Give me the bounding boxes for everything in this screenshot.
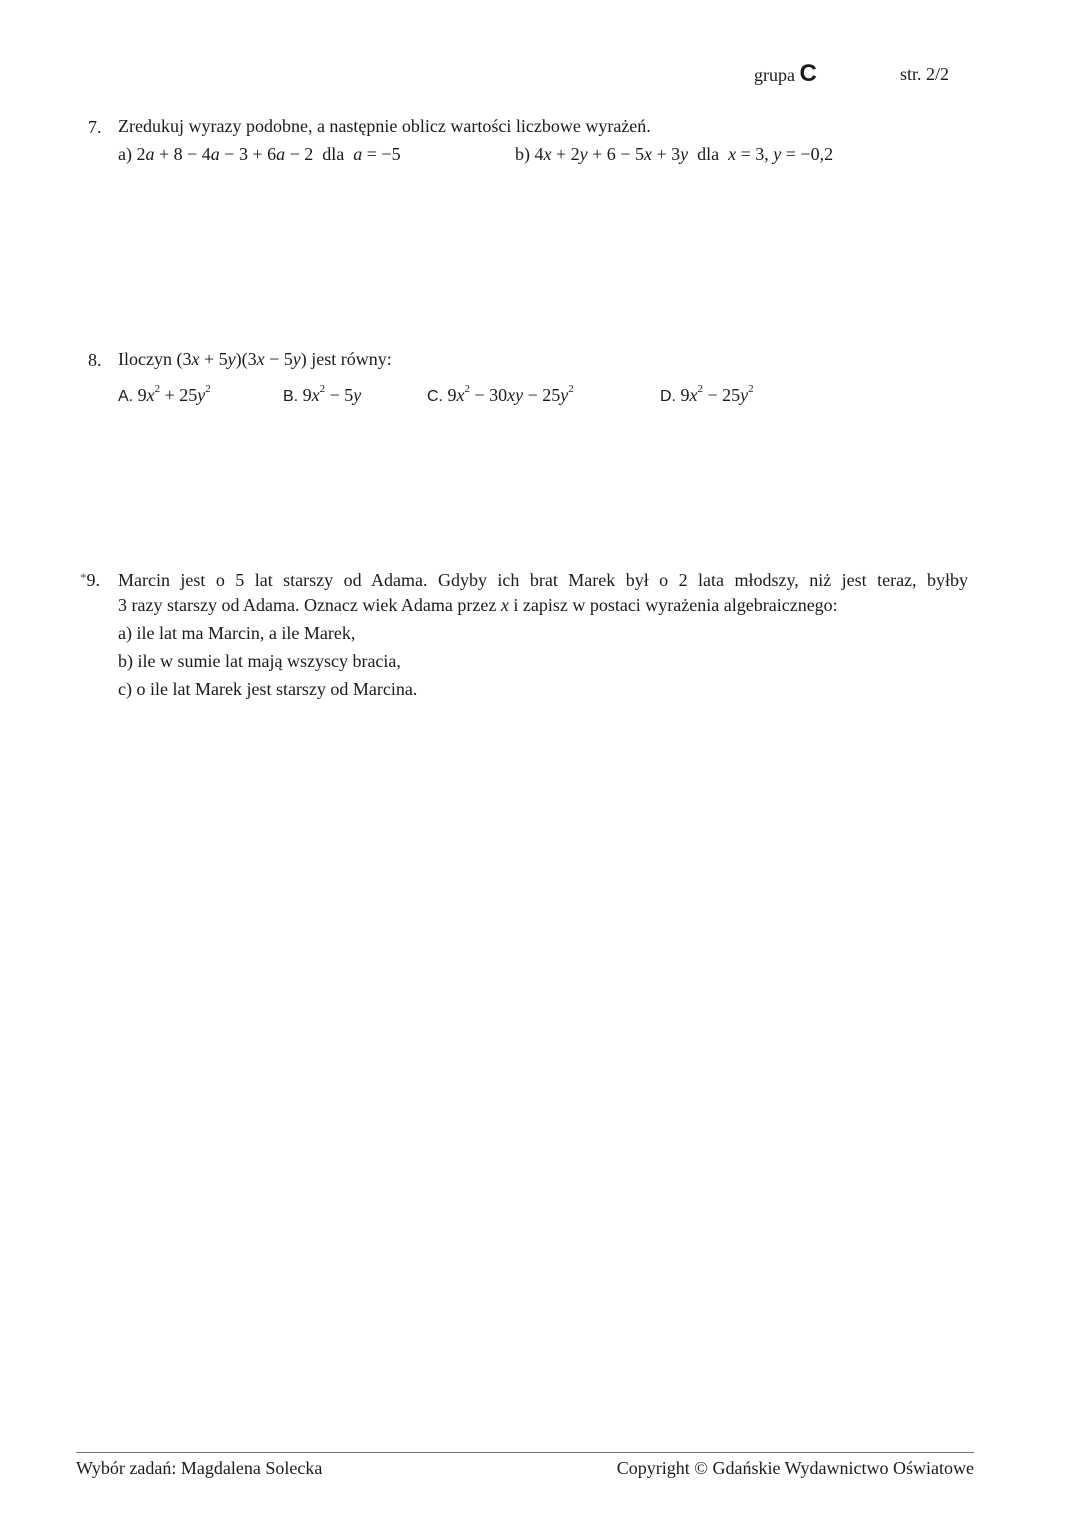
option-c xyxy=(427,385,574,406)
task-9-item-b xyxy=(118,651,401,672)
group-indicator xyxy=(754,60,817,88)
task-7-a-expression: 2a + 8 − 4a − 3 + 6a − 2 dla a = −5 xyxy=(136,144,401,164)
option-a-label: A. xyxy=(118,388,134,405)
task-7-b-label: b) xyxy=(515,144,530,164)
task-9-item-c-label: c) xyxy=(118,679,132,699)
footer-copyright: Copyright © Gdańskie Wydawnictwo Oświatowe xyxy=(616,1458,974,1478)
task-9-item-a-label: a) xyxy=(118,623,132,643)
task-9-item-c xyxy=(118,679,417,700)
task-9-number-value: 9. xyxy=(86,570,100,590)
option-b-expression: $9x^2 - 5y$ xyxy=(302,383,362,405)
task-9-line-2: 3 razy starszy od Adama. Oznacz wiek Adama przez x i zapisz w postaci wyrażenia algebraicznego: xyxy=(118,595,838,615)
group-prefix: grupa xyxy=(754,65,795,85)
option-a-expression: $9x^2 + 25y^2$ xyxy=(137,383,211,405)
task-9-item-c-text: o ile lat Marek jest starszy od Marcina. xyxy=(136,679,418,699)
task-7-a xyxy=(118,144,401,165)
task-7-text: Zredukuj wyrazy podobne, a następnie oblicz wartości liczbowe wyrażeń. xyxy=(118,116,651,136)
group-letter: C xyxy=(799,60,817,87)
footer-author: Wybór zadań: Magdalena Solecka xyxy=(76,1458,323,1478)
option-b xyxy=(283,385,361,406)
option-c-expression: $9x^2 - 30xy - 25y^2$ xyxy=(447,383,574,405)
option-d xyxy=(660,385,754,406)
task-7-number: 7. xyxy=(88,117,102,137)
task-7-b xyxy=(515,144,833,165)
page-number: str. 2/2 xyxy=(900,64,950,84)
task-8-number: 8. xyxy=(88,350,102,370)
task-9-item-a-text: ile lat ma Marcin, a ile Marek, xyxy=(136,623,356,643)
task-9-line-1: Marcin jest o 5 lat starszy od Adama. Gdyby ich brat Marek był o 2 lata młodszy, niż jest teraz, byłby xyxy=(118,570,968,590)
task-7-b-expression: 4x + 2y + 6 − 5x + 3y dla x = 3, y = −0,2 xyxy=(534,144,834,164)
task-9-item-a xyxy=(118,623,355,644)
footer-rule xyxy=(76,1452,974,1453)
task-9-item-b-text: ile w sumie lat mają wszyscy bracia, xyxy=(137,651,401,671)
option-b-label: B. xyxy=(283,388,299,405)
option-a xyxy=(118,385,211,406)
option-c-label: C. xyxy=(427,388,443,405)
task-9-number xyxy=(80,570,100,591)
task-7-a-label: a) xyxy=(118,144,132,164)
option-d-label: D. xyxy=(660,388,676,405)
task-8-text: Iloczyn (3x + 5y)(3x − 5y) jest równy: xyxy=(118,349,392,369)
task-9-item-b-label: b) xyxy=(118,651,133,671)
task-9-star: * xyxy=(80,570,87,585)
option-d-expression: $9x^2 - 25y^2$ xyxy=(680,383,754,405)
